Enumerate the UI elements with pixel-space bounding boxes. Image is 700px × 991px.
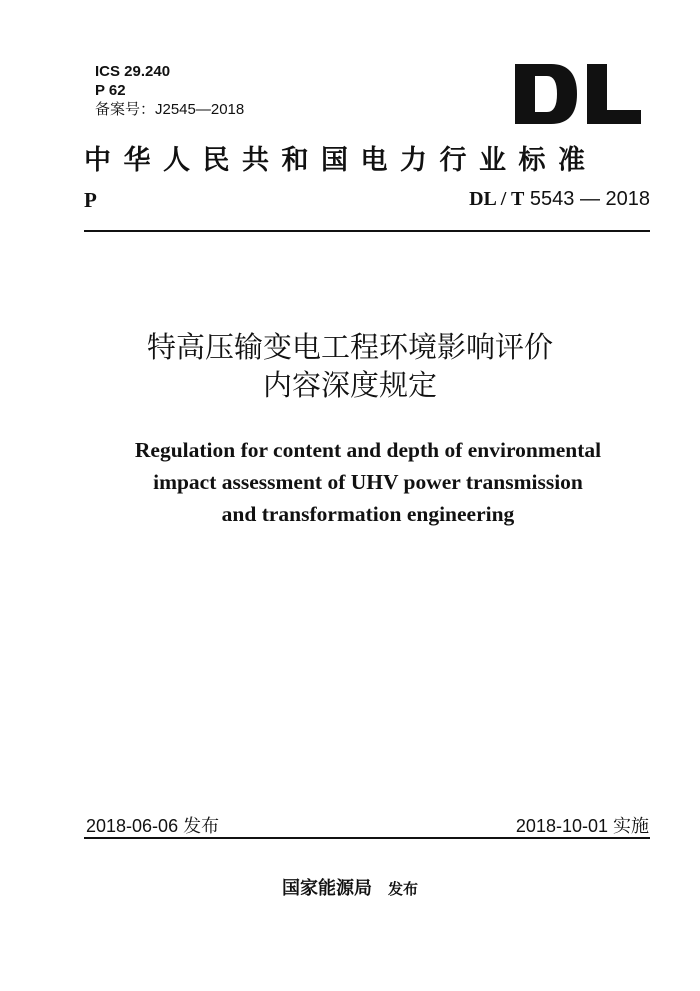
- dl-logo-icon: [511, 64, 655, 124]
- english-title-line-1: Regulation for content and depth of environmental: [134, 438, 602, 462]
- issuer-suffix: 发布: [387, 880, 418, 898]
- english-title: [0, 434, 700, 530]
- effective-date: 2018-10-01 实施: [515, 816, 649, 836]
- filing-number: 备案号：J2545—2018: [95, 101, 245, 118]
- category-row: [84, 188, 650, 214]
- issue-date: 2018-06-06 发布: [86, 816, 220, 836]
- issuer-name: 国家能源局: [281, 878, 372, 899]
- standard-code: 5543 — 2018: [529, 188, 650, 210]
- ics-code: ICS 29.240: [95, 63, 171, 80]
- category-letter: P: [84, 188, 97, 212]
- dl-logo: [511, 64, 655, 124]
- standard-number: [469, 188, 650, 211]
- top-divider: [84, 230, 650, 232]
- bottom-divider: [84, 837, 650, 839]
- chinese-title: [0, 328, 700, 404]
- chinese-title-line-2: 内容深度规定: [262, 368, 437, 402]
- standard-prefix: DL / T: [469, 188, 525, 210]
- issuing-industry-title: 中华人民共和国电力行业标准: [84, 145, 598, 176]
- chinese-title-line-1: 特高压输变电工程环境影响评价: [146, 330, 553, 364]
- english-title-line-2: impact assessment of UHV power transmission: [153, 470, 583, 494]
- english-title-line-3: and transformation engineering: [221, 502, 515, 526]
- issuer: [0, 874, 700, 900]
- ccs-code: P 62: [95, 82, 126, 99]
- classification-codes: [95, 62, 244, 119]
